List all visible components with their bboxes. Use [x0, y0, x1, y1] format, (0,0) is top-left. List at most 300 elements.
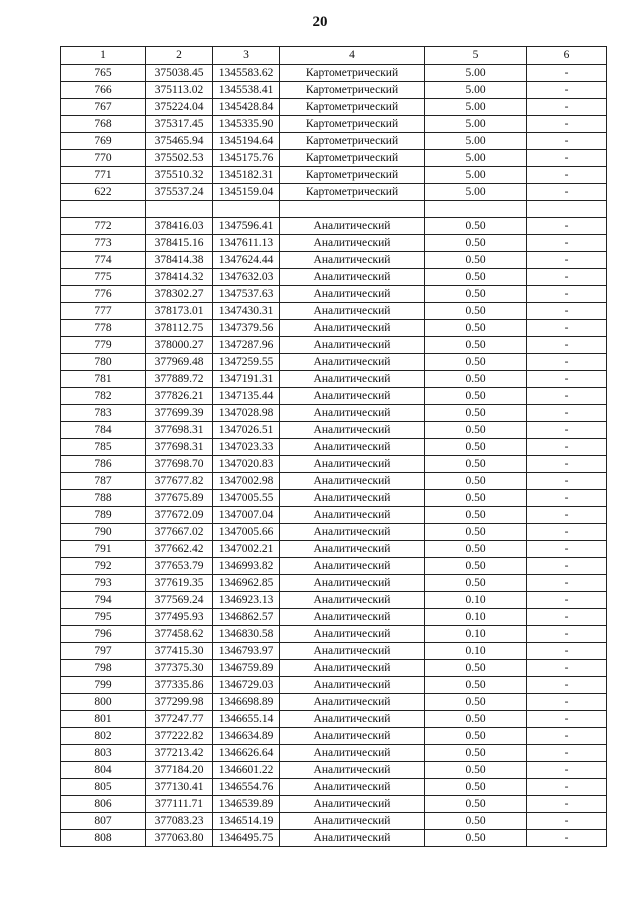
note-cell: - — [527, 252, 607, 269]
y-coordinate-cell: 1346495.75 — [213, 830, 280, 847]
method-cell: Картометрический — [280, 99, 425, 116]
accuracy-cell: 5.00 — [425, 167, 527, 184]
point-number-cell: 783 — [61, 405, 146, 422]
y-coordinate-cell: 1346554.76 — [213, 779, 280, 796]
y-coordinate-cell: 1347624.44 — [213, 252, 280, 269]
y-coordinate-cell: 1345194.64 — [213, 133, 280, 150]
table-row — [61, 796, 607, 813]
x-coordinate-cell: 377653.79 — [146, 558, 213, 575]
point-number-cell: 806 — [61, 796, 146, 813]
method-cell: Аналитический — [280, 422, 425, 439]
note-cell: - — [527, 524, 607, 541]
table-row — [61, 133, 607, 150]
y-coordinate-cell: 1347005.55 — [213, 490, 280, 507]
point-number-cell: 782 — [61, 388, 146, 405]
method-cell: Аналитический — [280, 524, 425, 541]
accuracy-cell: 0.50 — [425, 320, 527, 337]
method-cell: Картометрический — [280, 65, 425, 82]
point-number-cell: 793 — [61, 575, 146, 592]
y-coordinate-cell: 1345538.41 — [213, 82, 280, 99]
point-number-cell: 771 — [61, 167, 146, 184]
coordinates-table — [60, 46, 607, 847]
accuracy-cell: 0.50 — [425, 303, 527, 320]
x-coordinate-cell: 378416.03 — [146, 218, 213, 235]
table-row — [61, 558, 607, 575]
y-coordinate-cell: 1347002.98 — [213, 473, 280, 490]
accuracy-cell: 0.50 — [425, 728, 527, 745]
x-coordinate-cell: 377111.71 — [146, 796, 213, 813]
table-row — [61, 507, 607, 524]
note-cell: - — [527, 184, 607, 201]
y-coordinate-cell: 1346993.82 — [213, 558, 280, 575]
point-number-cell: 801 — [61, 711, 146, 728]
note-cell: - — [527, 303, 607, 320]
note-cell: - — [527, 575, 607, 592]
x-coordinate-cell: 378173.01 — [146, 303, 213, 320]
table-row — [61, 201, 607, 218]
table-row — [61, 813, 607, 830]
column-header: 6 — [527, 47, 607, 65]
accuracy-cell: 0.50 — [425, 252, 527, 269]
point-number-cell: 780 — [61, 354, 146, 371]
note-cell: - — [527, 694, 607, 711]
x-coordinate-cell: 377699.39 — [146, 405, 213, 422]
note-cell: - — [527, 558, 607, 575]
method-cell: Картометрический — [280, 116, 425, 133]
y-coordinate-cell: 1347537.63 — [213, 286, 280, 303]
method-cell: Аналитический — [280, 456, 425, 473]
accuracy-cell: 0.50 — [425, 745, 527, 762]
method-cell: Аналитический — [280, 439, 425, 456]
point-number-cell: 775 — [61, 269, 146, 286]
table-row — [61, 592, 607, 609]
method-cell: Аналитический — [280, 558, 425, 575]
method-cell: Аналитический — [280, 609, 425, 626]
table-row — [61, 745, 607, 762]
table-row — [61, 235, 607, 252]
method-cell: Аналитический — [280, 762, 425, 779]
method-cell: Аналитический — [280, 575, 425, 592]
method-cell: Аналитический — [280, 711, 425, 728]
note-cell: - — [527, 150, 607, 167]
point-number-cell — [61, 201, 146, 218]
x-coordinate-cell: 378414.38 — [146, 252, 213, 269]
method-cell — [280, 201, 425, 218]
accuracy-cell: 0.50 — [425, 507, 527, 524]
point-number-cell: 769 — [61, 133, 146, 150]
point-number-cell: 799 — [61, 677, 146, 694]
x-coordinate-cell: 378000.27 — [146, 337, 213, 354]
table-row — [61, 371, 607, 388]
table-row — [61, 609, 607, 626]
point-number-cell: 773 — [61, 235, 146, 252]
x-coordinate-cell: 375537.24 — [146, 184, 213, 201]
method-cell: Аналитический — [280, 490, 425, 507]
note-cell — [527, 201, 607, 218]
x-coordinate-cell: 375510.32 — [146, 167, 213, 184]
point-number-cell: 786 — [61, 456, 146, 473]
x-coordinate-cell: 377184.20 — [146, 762, 213, 779]
y-coordinate-cell: 1347632.03 — [213, 269, 280, 286]
note-cell: - — [527, 269, 607, 286]
method-cell: Аналитический — [280, 269, 425, 286]
x-coordinate-cell: 377495.93 — [146, 609, 213, 626]
accuracy-cell: 0.50 — [425, 711, 527, 728]
point-number-cell: 765 — [61, 65, 146, 82]
x-coordinate-cell: 377826.21 — [146, 388, 213, 405]
point-number-cell: 807 — [61, 813, 146, 830]
x-coordinate-cell: 378112.75 — [146, 320, 213, 337]
accuracy-cell: 0.50 — [425, 337, 527, 354]
method-cell: Аналитический — [280, 354, 425, 371]
method-cell: Картометрический — [280, 133, 425, 150]
point-number-cell: 797 — [61, 643, 146, 660]
accuracy-cell: 0.10 — [425, 626, 527, 643]
method-cell: Аналитический — [280, 218, 425, 235]
y-coordinate-cell: 1347259.55 — [213, 354, 280, 371]
point-number-cell: 796 — [61, 626, 146, 643]
accuracy-cell: 5.00 — [425, 116, 527, 133]
y-coordinate-cell: 1346655.14 — [213, 711, 280, 728]
method-cell: Аналитический — [280, 796, 425, 813]
table-header-row — [61, 47, 607, 65]
table-row — [61, 252, 607, 269]
table-row — [61, 626, 607, 643]
column-header: 4 — [280, 47, 425, 65]
method-cell: Аналитический — [280, 660, 425, 677]
y-coordinate-cell: 1346862.57 — [213, 609, 280, 626]
x-coordinate-cell: 377698.31 — [146, 439, 213, 456]
y-coordinate-cell: 1346923.13 — [213, 592, 280, 609]
accuracy-cell: 0.50 — [425, 473, 527, 490]
x-coordinate-cell: 377698.31 — [146, 422, 213, 439]
note-cell: - — [527, 167, 607, 184]
y-coordinate-cell: 1345182.31 — [213, 167, 280, 184]
note-cell: - — [527, 813, 607, 830]
method-cell: Аналитический — [280, 813, 425, 830]
note-cell: - — [527, 507, 607, 524]
accuracy-cell: 0.50 — [425, 218, 527, 235]
table-row — [61, 422, 607, 439]
y-coordinate-cell: 1347135.44 — [213, 388, 280, 405]
accuracy-cell: 0.50 — [425, 422, 527, 439]
note-cell: - — [527, 388, 607, 405]
point-number-cell: 622 — [61, 184, 146, 201]
x-coordinate-cell: 378302.27 — [146, 286, 213, 303]
point-number-cell: 791 — [61, 541, 146, 558]
note-cell: - — [527, 779, 607, 796]
accuracy-cell: 5.00 — [425, 150, 527, 167]
point-number-cell: 766 — [61, 82, 146, 99]
accuracy-cell: 0.50 — [425, 286, 527, 303]
accuracy-cell: 0.50 — [425, 762, 527, 779]
x-coordinate-cell: 377213.42 — [146, 745, 213, 762]
table-row — [61, 405, 607, 422]
accuracy-cell: 0.50 — [425, 235, 527, 252]
note-cell: - — [527, 456, 607, 473]
point-number-cell: 802 — [61, 728, 146, 745]
note-cell: - — [527, 660, 607, 677]
y-coordinate-cell: 1346626.64 — [213, 745, 280, 762]
x-coordinate-cell: 377698.70 — [146, 456, 213, 473]
table-row — [61, 286, 607, 303]
y-coordinate-cell: 1346729.03 — [213, 677, 280, 694]
column-header: 3 — [213, 47, 280, 65]
table-row — [61, 779, 607, 796]
table-row — [61, 65, 607, 82]
x-coordinate-cell: 377335.86 — [146, 677, 213, 694]
y-coordinate-cell: 1347020.83 — [213, 456, 280, 473]
point-number-cell: 777 — [61, 303, 146, 320]
accuracy-cell: 0.50 — [425, 677, 527, 694]
y-coordinate-cell: 1347023.33 — [213, 439, 280, 456]
table-row — [61, 728, 607, 745]
x-coordinate-cell: 377247.77 — [146, 711, 213, 728]
accuracy-cell: 0.50 — [425, 405, 527, 422]
point-number-cell: 778 — [61, 320, 146, 337]
point-number-cell: 789 — [61, 507, 146, 524]
point-number-cell: 808 — [61, 830, 146, 847]
y-coordinate-cell: 1347007.04 — [213, 507, 280, 524]
method-cell: Аналитический — [280, 473, 425, 490]
x-coordinate-cell: 377675.89 — [146, 490, 213, 507]
note-cell: - — [527, 218, 607, 235]
table-row — [61, 354, 607, 371]
note-cell: - — [527, 711, 607, 728]
method-cell: Аналитический — [280, 371, 425, 388]
accuracy-cell: 5.00 — [425, 82, 527, 99]
table-row — [61, 167, 607, 184]
accuracy-cell: 0.50 — [425, 456, 527, 473]
x-coordinate-cell: 375113.02 — [146, 82, 213, 99]
y-coordinate-cell: 1346539.89 — [213, 796, 280, 813]
y-coordinate-cell: 1347002.21 — [213, 541, 280, 558]
y-coordinate-cell: 1347026.51 — [213, 422, 280, 439]
note-cell: - — [527, 490, 607, 507]
x-coordinate-cell: 377222.82 — [146, 728, 213, 745]
point-number-cell: 795 — [61, 609, 146, 626]
y-coordinate-cell: 1347191.31 — [213, 371, 280, 388]
x-coordinate-cell: 377083.23 — [146, 813, 213, 830]
note-cell: - — [527, 830, 607, 847]
x-coordinate-cell: 375224.04 — [146, 99, 213, 116]
table-row — [61, 99, 607, 116]
x-coordinate-cell: 378414.32 — [146, 269, 213, 286]
table-row — [61, 473, 607, 490]
accuracy-cell — [425, 201, 527, 218]
column-header: 2 — [146, 47, 213, 65]
accuracy-cell: 0.50 — [425, 796, 527, 813]
accuracy-cell: 0.50 — [425, 575, 527, 592]
table-row — [61, 575, 607, 592]
table-row — [61, 337, 607, 354]
method-cell: Аналитический — [280, 626, 425, 643]
note-cell: - — [527, 592, 607, 609]
x-coordinate-cell: 377667.02 — [146, 524, 213, 541]
note-cell: - — [527, 745, 607, 762]
accuracy-cell: 0.50 — [425, 490, 527, 507]
y-coordinate-cell: 1347611.13 — [213, 235, 280, 252]
x-coordinate-cell: 375317.45 — [146, 116, 213, 133]
x-coordinate-cell: 377458.62 — [146, 626, 213, 643]
method-cell: Аналитический — [280, 507, 425, 524]
y-coordinate-cell: 1345428.84 — [213, 99, 280, 116]
accuracy-cell: 0.10 — [425, 609, 527, 626]
note-cell: - — [527, 337, 607, 354]
accuracy-cell: 5.00 — [425, 65, 527, 82]
table-row — [61, 694, 607, 711]
point-number-cell: 794 — [61, 592, 146, 609]
accuracy-cell: 0.10 — [425, 643, 527, 660]
method-cell: Аналитический — [280, 235, 425, 252]
x-coordinate-cell: 377889.72 — [146, 371, 213, 388]
note-cell: - — [527, 541, 607, 558]
note-cell: - — [527, 286, 607, 303]
method-cell: Аналитический — [280, 592, 425, 609]
x-coordinate-cell — [146, 201, 213, 218]
table-row — [61, 150, 607, 167]
y-coordinate-cell: 1346962.85 — [213, 575, 280, 592]
method-cell: Картометрический — [280, 167, 425, 184]
method-cell: Картометрический — [280, 184, 425, 201]
table-row — [61, 643, 607, 660]
y-coordinate-cell: 1347028.98 — [213, 405, 280, 422]
note-cell: - — [527, 354, 607, 371]
point-number-cell: 800 — [61, 694, 146, 711]
accuracy-cell: 5.00 — [425, 184, 527, 201]
y-coordinate-cell: 1346759.89 — [213, 660, 280, 677]
point-number-cell: 798 — [61, 660, 146, 677]
table-row — [61, 269, 607, 286]
method-cell: Картометрический — [280, 150, 425, 167]
y-coordinate-cell: 1347596.41 — [213, 218, 280, 235]
note-cell: - — [527, 762, 607, 779]
accuracy-cell: 0.50 — [425, 269, 527, 286]
note-cell: - — [527, 320, 607, 337]
y-coordinate-cell: 1347287.96 — [213, 337, 280, 354]
accuracy-cell: 0.50 — [425, 354, 527, 371]
y-coordinate-cell: 1346830.58 — [213, 626, 280, 643]
accuracy-cell: 0.50 — [425, 779, 527, 796]
note-cell: - — [527, 65, 607, 82]
accuracy-cell: 0.50 — [425, 660, 527, 677]
point-number-cell: 788 — [61, 490, 146, 507]
x-coordinate-cell: 377662.42 — [146, 541, 213, 558]
point-number-cell: 804 — [61, 762, 146, 779]
table-body — [61, 65, 607, 847]
point-number-cell: 784 — [61, 422, 146, 439]
table-row — [61, 456, 607, 473]
accuracy-cell: 5.00 — [425, 99, 527, 116]
method-cell: Картометрический — [280, 82, 425, 99]
method-cell: Аналитический — [280, 728, 425, 745]
point-number-cell: 792 — [61, 558, 146, 575]
point-number-cell: 790 — [61, 524, 146, 541]
x-coordinate-cell: 377672.09 — [146, 507, 213, 524]
accuracy-cell: 0.50 — [425, 541, 527, 558]
method-cell: Аналитический — [280, 745, 425, 762]
point-number-cell: 772 — [61, 218, 146, 235]
method-cell: Аналитический — [280, 388, 425, 405]
table-row — [61, 218, 607, 235]
method-cell: Аналитический — [280, 337, 425, 354]
method-cell: Аналитический — [280, 694, 425, 711]
note-cell: - — [527, 371, 607, 388]
y-coordinate-cell: 1346634.89 — [213, 728, 280, 745]
table-row — [61, 439, 607, 456]
point-number-cell: 803 — [61, 745, 146, 762]
point-number-cell: 768 — [61, 116, 146, 133]
method-cell: Аналитический — [280, 643, 425, 660]
table-row — [61, 711, 607, 728]
accuracy-cell: 0.50 — [425, 830, 527, 847]
x-coordinate-cell: 377677.82 — [146, 473, 213, 490]
y-coordinate-cell: 1346601.22 — [213, 762, 280, 779]
point-number-cell: 767 — [61, 99, 146, 116]
x-coordinate-cell: 377299.98 — [146, 694, 213, 711]
x-coordinate-cell: 377569.24 — [146, 592, 213, 609]
note-cell: - — [527, 609, 607, 626]
table-row — [61, 320, 607, 337]
note-cell: - — [527, 235, 607, 252]
x-coordinate-cell: 375465.94 — [146, 133, 213, 150]
column-header: 1 — [61, 47, 146, 65]
note-cell: - — [527, 643, 607, 660]
y-coordinate-cell: 1347379.56 — [213, 320, 280, 337]
accuracy-cell: 0.50 — [425, 813, 527, 830]
table-row — [61, 388, 607, 405]
point-number-cell: 779 — [61, 337, 146, 354]
y-coordinate-cell: 1347005.66 — [213, 524, 280, 541]
point-number-cell: 805 — [61, 779, 146, 796]
note-cell: - — [527, 677, 607, 694]
note-cell: - — [527, 99, 607, 116]
table-row — [61, 303, 607, 320]
table-row — [61, 524, 607, 541]
method-cell: Аналитический — [280, 303, 425, 320]
y-coordinate-cell: 1346793.97 — [213, 643, 280, 660]
table-row — [61, 660, 607, 677]
x-coordinate-cell: 378415.16 — [146, 235, 213, 252]
table-row — [61, 762, 607, 779]
note-cell: - — [527, 116, 607, 133]
accuracy-cell: 0.50 — [425, 371, 527, 388]
table-row — [61, 830, 607, 847]
x-coordinate-cell: 375502.53 — [146, 150, 213, 167]
point-number-cell: 781 — [61, 371, 146, 388]
accuracy-cell: 0.50 — [425, 558, 527, 575]
accuracy-cell: 5.00 — [425, 133, 527, 150]
note-cell: - — [527, 422, 607, 439]
y-coordinate-cell: 1345583.62 — [213, 65, 280, 82]
x-coordinate-cell: 377415.30 — [146, 643, 213, 660]
y-coordinate-cell: 1347430.31 — [213, 303, 280, 320]
table-row — [61, 184, 607, 201]
y-coordinate-cell — [213, 201, 280, 218]
method-cell: Аналитический — [280, 541, 425, 558]
accuracy-cell: 0.50 — [425, 524, 527, 541]
column-header: 5 — [425, 47, 527, 65]
note-cell: - — [527, 82, 607, 99]
note-cell: - — [527, 405, 607, 422]
point-number-cell: 785 — [61, 439, 146, 456]
table-row — [61, 677, 607, 694]
table-row — [61, 82, 607, 99]
y-coordinate-cell: 1345335.90 — [213, 116, 280, 133]
method-cell: Аналитический — [280, 405, 425, 422]
accuracy-cell: 0.50 — [425, 694, 527, 711]
point-number-cell: 770 — [61, 150, 146, 167]
